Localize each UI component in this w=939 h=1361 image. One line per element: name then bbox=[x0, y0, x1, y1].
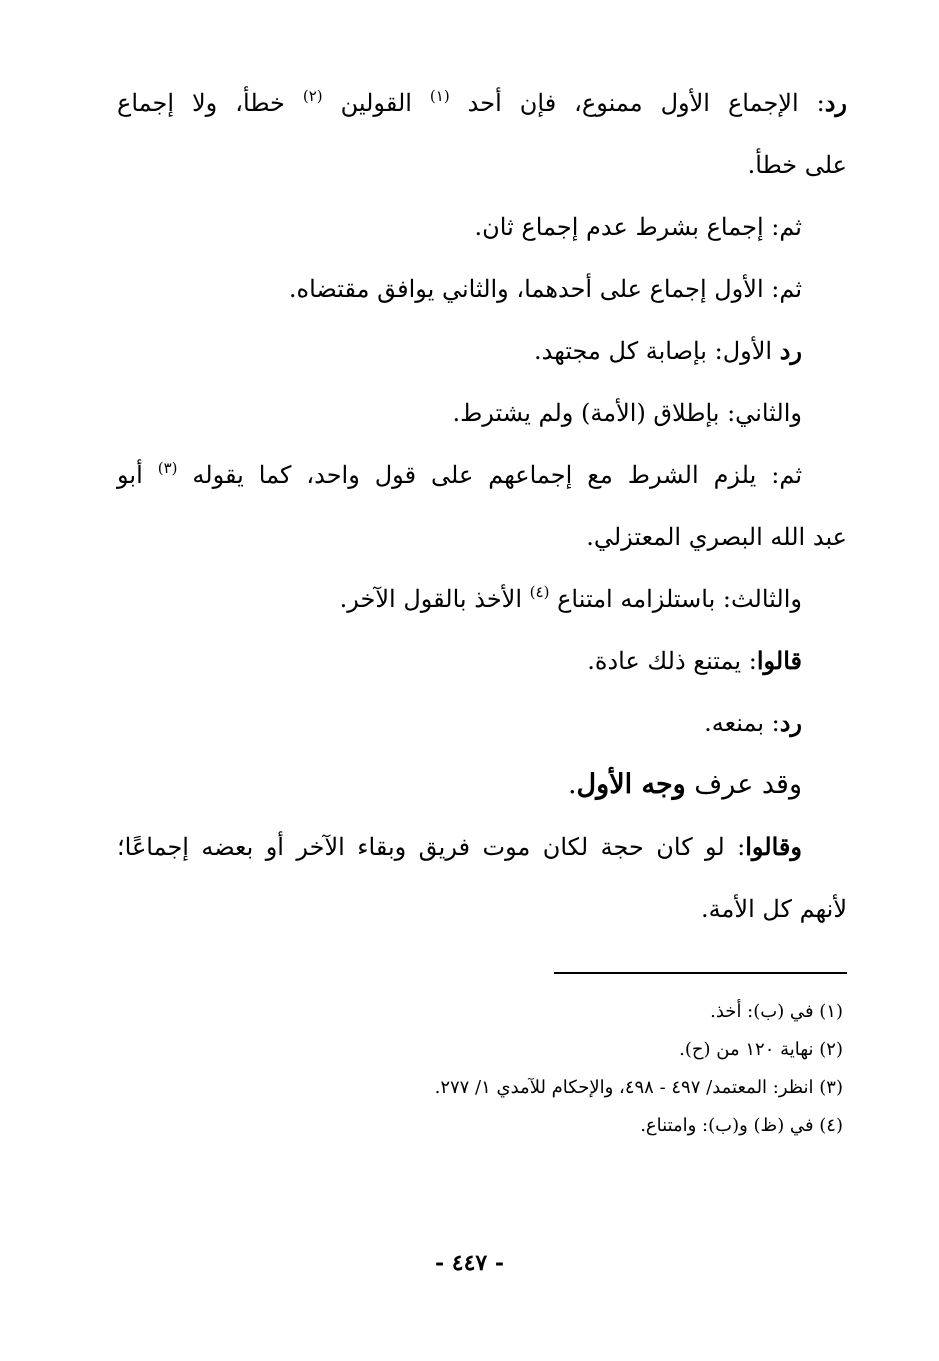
paragraph-2: ثم: إجماع بشرط عدم إجماع ثان. bbox=[474, 213, 802, 241]
page-number: - ٤٤٧ - bbox=[434, 1250, 505, 1276]
paragraph-11-line-1 bbox=[117, 816, 847, 878]
lead-word: قالوا bbox=[756, 646, 802, 675]
footnote-divider bbox=[554, 972, 847, 974]
main-text bbox=[117, 72, 847, 940]
text-run: : لو كان حجة لكان موت فريق وبقاء الآخر أو بعضه إجماعًا؛ bbox=[117, 833, 746, 861]
paragraph-6-line-1 bbox=[117, 444, 847, 506]
text-run: وقد عرف bbox=[685, 769, 802, 800]
footnote-ref-2[interactable]: (٢) bbox=[302, 87, 323, 105]
footnote-ref-3[interactable]: (٣) bbox=[157, 459, 178, 477]
footnote-3: (٣) انظر: المعتمد/ ٤٩٧ - ٤٩٨، والإحكام للآمدي ١/ ٢٧٧. bbox=[434, 1077, 843, 1098]
footnotes bbox=[143, 993, 843, 1145]
lead-word: رد bbox=[824, 88, 847, 117]
text-run: القولين bbox=[322, 89, 430, 117]
paragraph-1-line-1 bbox=[117, 72, 847, 134]
paragraph-5: والثاني: بإطلاق (الأمة) ولم يشترط. bbox=[452, 399, 802, 427]
footnote-4: (٤) في (ظ) و(ب): وامتناع. bbox=[640, 1115, 843, 1136]
paragraph-1-line-2: على خطأ. bbox=[747, 151, 847, 179]
lead-word: وقالوا bbox=[745, 832, 802, 861]
paragraph-4 bbox=[117, 320, 847, 382]
paragraph-10 bbox=[117, 754, 847, 816]
text-run: ثم: يلزم الشرط مع إجماعهم على قول واحد، كما يقوله bbox=[177, 461, 802, 489]
text-run: : الإجماع الأول ممنوع، فإن أحد bbox=[449, 89, 825, 117]
footnote-ref-4[interactable]: (٤) bbox=[529, 583, 550, 601]
paragraph-8 bbox=[117, 630, 847, 692]
paragraph-6-line-2: عبد الله البصري المعتزلي. bbox=[586, 523, 847, 551]
paragraph-7 bbox=[117, 568, 847, 630]
text-run: : يمتنع ذلك عادة. bbox=[587, 647, 757, 675]
footnote-2: (٢) نهاية ١٢٠ من (ح). bbox=[679, 1039, 843, 1060]
text-run: أبو bbox=[117, 461, 158, 489]
paragraph-11-line-2: لأنهم كل الأمة. bbox=[701, 895, 847, 923]
text-run: الأخذ بالقول الآخر. bbox=[339, 585, 530, 613]
bold-phrase: وجه الأول bbox=[576, 769, 686, 800]
text-run: . bbox=[567, 769, 577, 800]
text-run: : بمنعه. bbox=[704, 709, 780, 737]
paragraph-9 bbox=[117, 692, 847, 754]
paragraph-3: ثم: الأول إجماع على أحدهما، والثاني يوافق مقتضاه. bbox=[288, 275, 802, 303]
text-run: خطأ، ولا إجماع bbox=[117, 89, 303, 117]
text-run: الأول: بإصابة كل مجتهد. bbox=[534, 337, 780, 365]
lead-word: رد bbox=[779, 336, 802, 365]
footnote-1: (١) في (ب): أخذ. bbox=[710, 1001, 843, 1022]
lead-word: رد bbox=[779, 708, 802, 737]
text-run: والثالث: باستلزامه امتناع bbox=[549, 585, 802, 613]
footnote-ref-1[interactable]: (١) bbox=[429, 87, 450, 105]
